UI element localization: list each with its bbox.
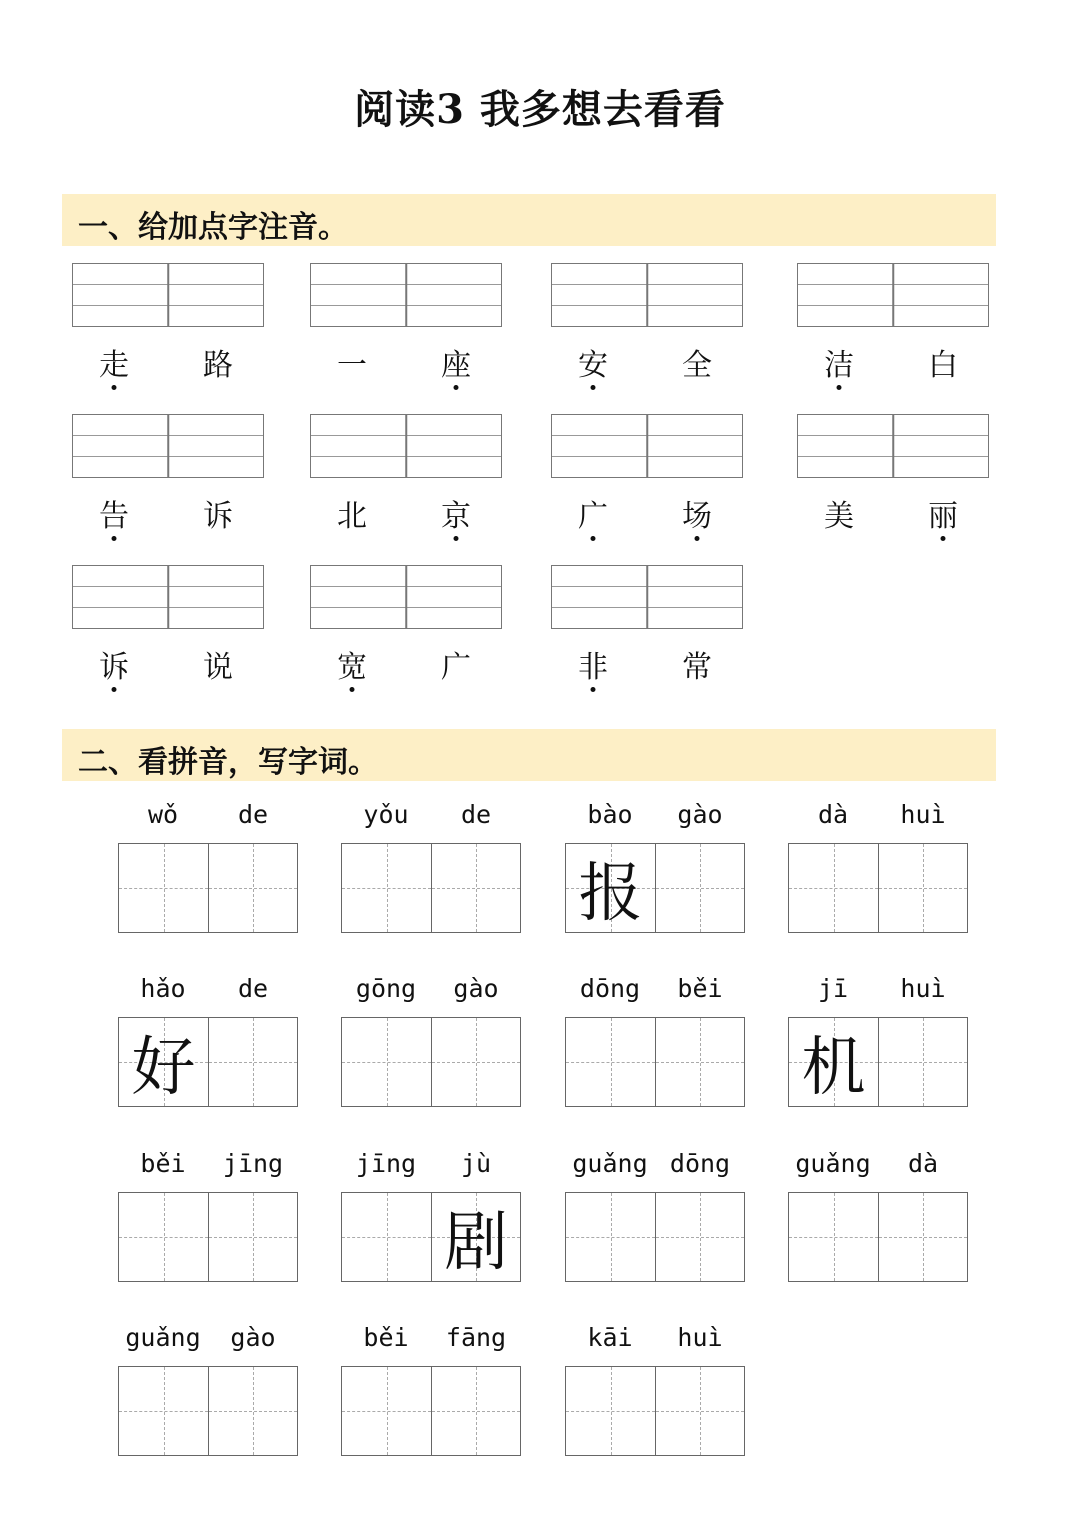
character: 广 — [441, 650, 471, 685]
pinyin-writing-box[interactable] — [72, 414, 264, 478]
character-cell[interactable] — [789, 1018, 878, 1106]
pinyin-label: yǒu — [363, 800, 409, 829]
tianzige-grid — [565, 843, 745, 933]
pinyin-label: huì — [677, 1323, 723, 1352]
pinyin-writing-box[interactable] — [551, 263, 743, 327]
tianzige-grid — [341, 1017, 521, 1107]
pinyin-writing-box[interactable] — [797, 263, 989, 327]
character-cell[interactable] — [655, 1193, 744, 1281]
pinyin-label: dà — [817, 800, 849, 829]
dotted-character: 场 — [667, 499, 727, 535]
character-cell[interactable] — [342, 1367, 431, 1455]
pinyin-label: dōng — [669, 1149, 731, 1178]
dotted-character: 安 — [563, 348, 623, 384]
character-cell[interactable] — [208, 1193, 297, 1281]
character-cell[interactable] — [789, 844, 878, 932]
pinyin-label: dōng — [579, 974, 641, 1003]
tianzige-grid — [118, 1192, 298, 1282]
tianzige-grid — [565, 1366, 745, 1456]
character: 诉 — [203, 499, 233, 534]
handwritten-character: 机 — [801, 1031, 866, 1105]
character-cell[interactable] — [119, 1018, 208, 1106]
dotted-character: 广 — [563, 499, 623, 535]
character-cell[interactable] — [566, 844, 655, 932]
tianzige-grid — [788, 1017, 968, 1107]
character-cell[interactable] — [878, 1193, 967, 1281]
page-title: 阅读3 我多想去看看 — [354, 86, 726, 133]
pinyin-writing-box[interactable] — [72, 263, 264, 327]
dotted-character: 座 — [426, 348, 486, 384]
character-cell[interactable] — [878, 844, 967, 932]
tianzige-grid — [788, 843, 968, 933]
handwritten-character: 剧 — [444, 1206, 508, 1280]
dotted-character: 宽 — [322, 650, 382, 686]
dotted-character: 告 — [84, 499, 144, 535]
pinyin-label: běi — [140, 1149, 186, 1178]
pinyin-label: jī — [817, 974, 849, 1003]
character-cell[interactable] — [431, 1018, 520, 1106]
character-cell[interactable] — [789, 1193, 878, 1281]
character-cell[interactable] — [566, 1367, 655, 1455]
character-cell[interactable] — [119, 844, 208, 932]
character-cell[interactable] — [878, 1018, 967, 1106]
pinyin-label: de — [237, 800, 269, 829]
tianzige-grid — [118, 1366, 298, 1456]
pinyin-label: běi — [363, 1323, 409, 1352]
character-cell[interactable] — [431, 1367, 520, 1455]
pinyin-label: gào — [677, 800, 723, 829]
character: 北 — [337, 499, 367, 534]
pinyin-label: bào — [587, 800, 633, 829]
pinyin-label: fāng — [445, 1323, 507, 1352]
pinyin-label: běi — [677, 974, 723, 1003]
pinyin-writing-box[interactable] — [310, 565, 502, 629]
tianzige-grid — [341, 1192, 521, 1282]
character: 美 — [824, 499, 854, 534]
handwritten-character: 好 — [131, 1031, 196, 1105]
character-cell[interactable] — [566, 1018, 655, 1106]
pinyin-writing-box[interactable] — [797, 414, 989, 478]
character-cell[interactable] — [655, 844, 744, 932]
pinyin-label: guǎng — [572, 1149, 648, 1178]
character-cell[interactable] — [655, 1018, 744, 1106]
dotted-character: 丽 — [913, 499, 973, 535]
pinyin-label: gào — [453, 974, 499, 1003]
dotted-character: 非 — [563, 650, 623, 686]
character-cell[interactable] — [119, 1367, 208, 1455]
pinyin-label: de — [237, 974, 269, 1003]
character: 说 — [203, 650, 233, 685]
character-cell[interactable] — [208, 844, 297, 932]
character-cell[interactable] — [342, 1018, 431, 1106]
tianzige-grid — [341, 843, 521, 933]
character: 一 — [337, 348, 367, 383]
tianzige-grid — [565, 1192, 745, 1282]
character-cell[interactable] — [655, 1367, 744, 1455]
dotted-character: 洁 — [809, 348, 869, 384]
pinyin-label: guǎng — [795, 1149, 871, 1178]
section-2-heading: 二、看拼音，写字词。 — [78, 745, 378, 780]
pinyin-label: dà — [907, 1149, 939, 1178]
character-cell[interactable] — [566, 1193, 655, 1281]
pinyin-label: gōng — [355, 974, 417, 1003]
handwritten-character: 报 — [578, 857, 643, 931]
section-2-header — [62, 729, 996, 781]
character-cell[interactable] — [431, 844, 520, 932]
pinyin-label: wǒ — [147, 800, 179, 829]
pinyin-writing-box[interactable] — [310, 414, 502, 478]
tianzige-grid — [118, 1017, 298, 1107]
pinyin-label: gào — [230, 1323, 276, 1352]
character: 白 — [928, 348, 958, 383]
character-cell[interactable] — [119, 1193, 208, 1281]
character-cell[interactable] — [342, 1193, 431, 1281]
tianzige-grid — [341, 1366, 521, 1456]
pinyin-label: hǎo — [140, 974, 186, 1003]
dotted-character: 诉 — [84, 650, 144, 686]
character: 路 — [203, 348, 233, 383]
tianzige-grid — [565, 1017, 745, 1107]
tianzige-grid — [118, 843, 298, 933]
pinyin-writing-box[interactable] — [551, 565, 743, 629]
pinyin-writing-box[interactable] — [310, 263, 502, 327]
pinyin-label: huì — [900, 974, 946, 1003]
pinyin-label: jīng — [355, 1149, 417, 1178]
pinyin-label: jīng — [222, 1149, 284, 1178]
character-cell[interactable] — [208, 1018, 297, 1106]
dotted-character: 走 — [84, 348, 144, 384]
pinyin-writing-box[interactable] — [72, 565, 264, 629]
pinyin-label: jù — [460, 1149, 492, 1178]
character-cell[interactable] — [208, 1367, 297, 1455]
pinyin-writing-box[interactable] — [551, 414, 743, 478]
pinyin-label: de — [460, 800, 492, 829]
character-cell[interactable] — [431, 1193, 520, 1281]
character-cell[interactable] — [342, 844, 431, 932]
section-1-header — [62, 194, 996, 246]
section-1-heading: 一、给加点字注音。 — [78, 210, 348, 245]
pinyin-label: guǎng — [125, 1323, 201, 1352]
pinyin-label: huì — [900, 800, 946, 829]
pinyin-label: kāi — [587, 1323, 633, 1352]
character: 常 — [682, 650, 712, 685]
character: 全 — [682, 348, 712, 383]
dotted-character: 京 — [426, 499, 486, 535]
tianzige-grid — [788, 1192, 968, 1282]
